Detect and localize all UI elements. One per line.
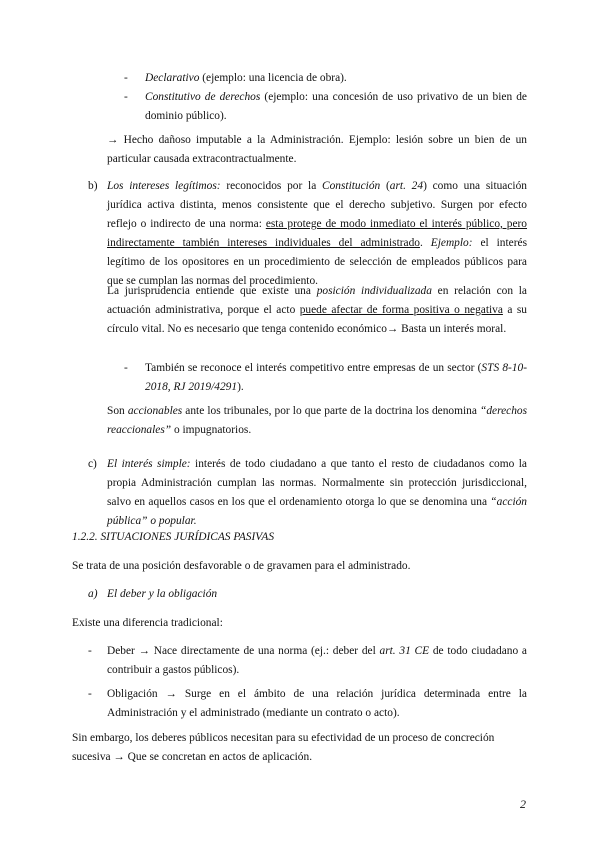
hecho-danoso-paragraph: → Hecho dañoso imputable a la Administración. Ejemplo: lesión sobre un bien de un particular causada extracontractualmente.	[107, 134, 527, 165]
accionables-paragraph: Son accionables ante los tribunales, por lo que parte de la doctrina los denomina “derechos reaccionales” o impugnatorios.	[107, 405, 528, 436]
list-dash: -	[124, 362, 128, 374]
intro-paragraph: Se trata de una posición desfavorable o de gravamen para el administrado.	[72, 560, 411, 572]
diferencia-paragraph: Existe una diferencia tradicional:	[72, 617, 223, 629]
list-dash: -	[88, 645, 92, 657]
section-heading: 1.2.2. SITUACIONES JURÍDICAS PASIVAS	[72, 531, 275, 543]
obligacion-item: Obligación → Surge en el ámbito de una relación jurídica determinada entre la Administración y el administrado (mediante un contrato o acto).	[107, 688, 527, 719]
list-dash: -	[88, 688, 92, 700]
jurisprudencia-paragraph: La jurisprudencia entiende que existe una posición individualizada en relación con la actuación administrativa, porque el acto puede afectar de forma positiva o negativa a su círculo vital. No es necesario que tenga contenido económico→ Basta un interés moral.	[107, 285, 527, 335]
deber-item: Deber → Nace directamente de una norma (ej.: deber del art. 31 CE de todo ciudadano a contribuir a gastos públicos).	[107, 645, 527, 676]
list-marker-a: a)	[88, 588, 98, 600]
intereses-legitimos-paragraph: Los intereses legítimos: reconocidos por la Constitución (art. 24) como una situación jurídica activa distinta, menos consistente que el derecho subjetivo. Surgen por efecto reflejo o indirecto de una norma: esta protege de modo inmediato el interés público, pero indirectamente también intereses individuales del administrado. Ejemplo: el interés legítimo de los opositores en un procedimiento de selección de empleados públicos para que se cumplan las normas del procedimiento.	[107, 180, 528, 287]
list-item-constitutivo: Constitutivo de derechos (ejemplo: una concesión de uso privativo de un bien de dominio público).	[145, 91, 527, 122]
interes-simple-paragraph: El interés simple: interés de todo ciudadano a que tanto el resto de ciudadanos como la propia Administración cumplan las normas. Normalmente sin protección jurisdiccional, salvo en aquellos casos en los que el ordenamiento otorga lo que se denomina una “acción pública” o popular.	[107, 458, 527, 527]
list-dash: -	[124, 72, 128, 84]
list-marker-c: c)	[88, 458, 97, 470]
list-item-declarativo: Declarativo (ejemplo: una licencia de obra).	[145, 72, 347, 84]
sin-embargo-paragraph: Sin embargo, los deberes públicos necesitan para su efectividad de un proceso de concreción sucesiva → Que se concretan en actos de aplicación.	[72, 732, 495, 763]
deber-obligacion-heading: El deber y la obligación	[107, 588, 218, 600]
interes-competitivo-item: También se reconoce el interés competitivo entre empresas de un sector (STS 8-10-2018, RJ 2019/4291).	[145, 362, 527, 393]
page-number: 2	[520, 797, 526, 811]
list-marker-b: b)	[88, 180, 98, 192]
list-dash: -	[124, 91, 128, 103]
